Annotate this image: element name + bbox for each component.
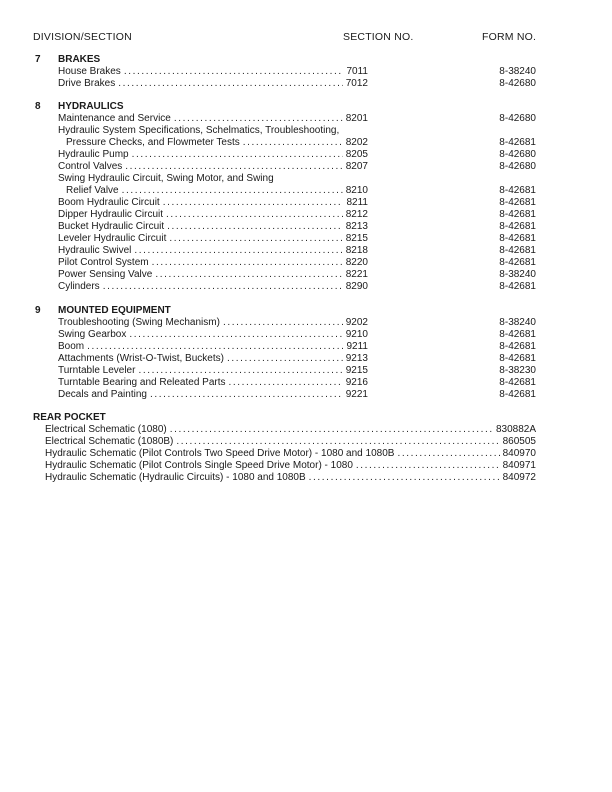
dot-leader [122,185,343,197]
dot-leader [174,113,343,125]
toc-entry[interactable] [0,161,612,173]
entry-title: Leveler Hydraulic Circuit [58,233,167,244]
toc-entry[interactable] [0,125,612,137]
entry-title: Drive Brakes [58,78,116,89]
form-number: 8-42681 [499,341,536,352]
rear-pocket-entry[interactable] [0,472,612,484]
entry-title: Dipper Hydraulic Circuit [58,209,164,220]
toc-entry[interactable] [0,137,612,149]
dot-leader [227,353,343,365]
form-number: 8-42681 [499,377,536,388]
form-number: 8-42681 [499,185,536,196]
dot-leader [103,281,343,293]
section-number: 9202 [345,317,368,328]
form-number: 8-38240 [499,269,536,280]
dot-leader [397,448,499,460]
rear-pocket-entry[interactable] [0,436,612,448]
form-number: 8-38240 [499,66,536,77]
form-number: 8-38230 [499,365,536,376]
division-number: 7 [35,54,41,65]
section-number: 8213 [345,221,368,232]
division-group [0,101,612,293]
form-number: 8-42681 [499,233,536,244]
form-number: 8-42681 [499,221,536,232]
form-number: 8-42680 [499,149,536,160]
entry-title: House Brakes [58,66,121,77]
toc-entry[interactable] [0,113,612,125]
form-number: 8-38240 [499,317,536,328]
toc-entry[interactable] [0,317,612,329]
section-number: 8212 [345,209,368,220]
form-number: 8-42680 [499,78,536,89]
dot-leader [87,341,343,353]
dot-leader [129,329,342,341]
entry-title: Relief Valve [66,185,119,196]
entry-title: Boom Hydraulic Circuit [58,197,160,208]
form-number: 8-42681 [499,353,536,364]
toc-entry[interactable] [0,78,612,90]
section-number: 8202 [345,137,368,148]
toc-entry[interactable] [0,173,612,185]
entry-title: Troubleshooting (Swing Mechanism) [58,317,220,328]
dot-leader [166,209,343,221]
toc-entry[interactable] [0,233,612,245]
toc-entry[interactable] [0,377,612,389]
division-group [0,305,612,401]
form-number: 840970 [502,448,536,459]
entry-title: Hydraulic Schematic (Pilot Controls Two Speed Drive Motor) - 1080 and 1080B [45,448,395,459]
entry-title: Pilot Control System [58,257,149,268]
entry-title: Boom [58,341,85,352]
toc-entry[interactable] [0,209,612,221]
form-number: 8-42681 [499,329,536,340]
section-number: 8220 [345,257,368,268]
division-number: 8 [35,101,41,112]
section-number: 8221 [345,269,368,280]
toc-entry[interactable] [0,185,612,197]
entry-title: Hydraulic Schematic (Pilot Controls Single Speed Drive Motor) - 1080 [45,460,353,471]
entry-title: Cylinders [58,281,100,292]
entry-title: Control Valves [58,161,123,172]
dot-leader [223,317,343,329]
entry-title: Decals and Painting [58,389,147,400]
entry-title: Swing Hydraulic Circuit, Swing Motor, and Swing [58,173,274,184]
dot-leader [169,233,342,245]
entry-title: Hydraulic Swivel [58,245,132,256]
section-number: 8211 [346,197,368,208]
toc-entry[interactable] [0,197,612,209]
dot-leader [132,149,343,161]
rear-pocket-entry[interactable] [0,424,612,436]
section-number: 8210 [345,185,368,196]
entry-title: Hydraulic System Specifications, Schelmatics, Troubleshooting, [58,125,340,136]
form-number: 8-42681 [499,389,536,400]
entry-title: Electrical Schematic (1080B) [45,436,174,447]
dot-leader [163,197,344,209]
dot-leader [309,472,500,484]
form-number: 8-42681 [499,281,536,292]
rear-pocket-entry[interactable] [0,460,612,472]
entry-title: Maintenance and Service [58,113,171,124]
toc-entry[interactable] [0,149,612,161]
entry-title: Attachments (Wrist-O-Twist, Buckets) [58,353,224,364]
rear-pocket-group [0,412,612,484]
toc-entry[interactable] [0,257,612,269]
division-title: BRAKES [58,54,101,65]
section-number: 9211 [346,341,368,352]
section-number: 9210 [345,329,368,340]
form-number: 8-42681 [499,197,536,208]
dot-leader [170,424,493,436]
division-title: HYDRAULICS [58,101,124,112]
toc-entry[interactable] [0,329,612,341]
entry-title: Hydraulic Schematic (Hydraulic Circuits) - 1080 and 1080B [45,472,306,483]
section-number: 8218 [345,245,368,256]
division-number: 9 [35,305,41,316]
form-number: 8-42681 [499,245,536,256]
toc-entry[interactable] [0,245,612,257]
form-number: 8-42680 [499,161,536,172]
form-number: 840971 [502,460,536,471]
section-number: 7012 [345,78,368,89]
dot-leader [229,377,343,389]
toc-entry[interactable] [0,389,612,401]
entry-title: Power Sensing Valve [58,269,153,280]
dot-leader [118,78,343,90]
toc-entry[interactable] [0,353,612,365]
form-number: 8-42681 [499,137,536,148]
dot-leader [155,269,342,281]
dot-leader [138,365,342,377]
entry-title: Turntable Bearing and Releated Parts [58,377,226,388]
form-number: 8-42680 [499,113,536,124]
section-number: 7011 [346,66,368,77]
dot-leader [124,66,344,78]
form-number: 8-42681 [499,257,536,268]
rear-pocket-entry[interactable] [0,448,612,460]
dot-leader [356,460,500,472]
entry-title: Swing Gearbox [58,329,127,340]
section-no-header: SECTION NO. [343,31,414,43]
form-number: 840972 [502,472,536,483]
dot-leader [167,221,343,233]
section-number: 9216 [345,377,368,388]
section-number: 8205 [345,149,368,160]
toc-entry[interactable] [0,341,612,353]
section-number: 8215 [345,233,368,244]
section-number: 9215 [345,365,368,376]
dot-leader [176,436,499,448]
dot-leader [150,389,343,401]
section-number: 9213 [345,353,368,364]
toc-entry[interactable] [0,365,612,377]
entry-title: Hydraulic Pump [58,149,129,160]
division-title: MOUNTED EQUIPMENT [58,305,171,316]
toc-entry[interactable] [0,269,612,281]
section-number: 8201 [345,113,368,124]
entry-title: Pressure Checks, and Flowmeter Tests [66,137,240,148]
dot-leader [152,257,343,269]
form-number: 8-42681 [499,209,536,220]
dot-leader [134,245,342,257]
section-number: 8290 [345,281,368,292]
dot-leader [125,161,342,173]
rear-pocket-title: REAR POCKET [33,412,106,423]
toc-entry[interactable] [0,221,612,233]
toc-entry[interactable] [0,281,612,293]
entry-title: Turntable Leveler [58,365,136,376]
division-group [0,54,612,90]
division-section-header: DIVISION/SECTION [33,31,132,43]
form-number: 830882A [495,424,536,435]
form-no-header: FORM NO. [482,31,537,43]
section-number: 8207 [345,161,368,172]
toc-entry[interactable] [0,66,612,78]
dot-leader [243,137,343,149]
entry-title: Bucket Hydraulic Circuit [58,221,165,232]
section-number: 9221 [345,389,368,400]
form-number: 860505 [502,436,536,447]
entry-title: Electrical Schematic (1080) [45,424,167,435]
